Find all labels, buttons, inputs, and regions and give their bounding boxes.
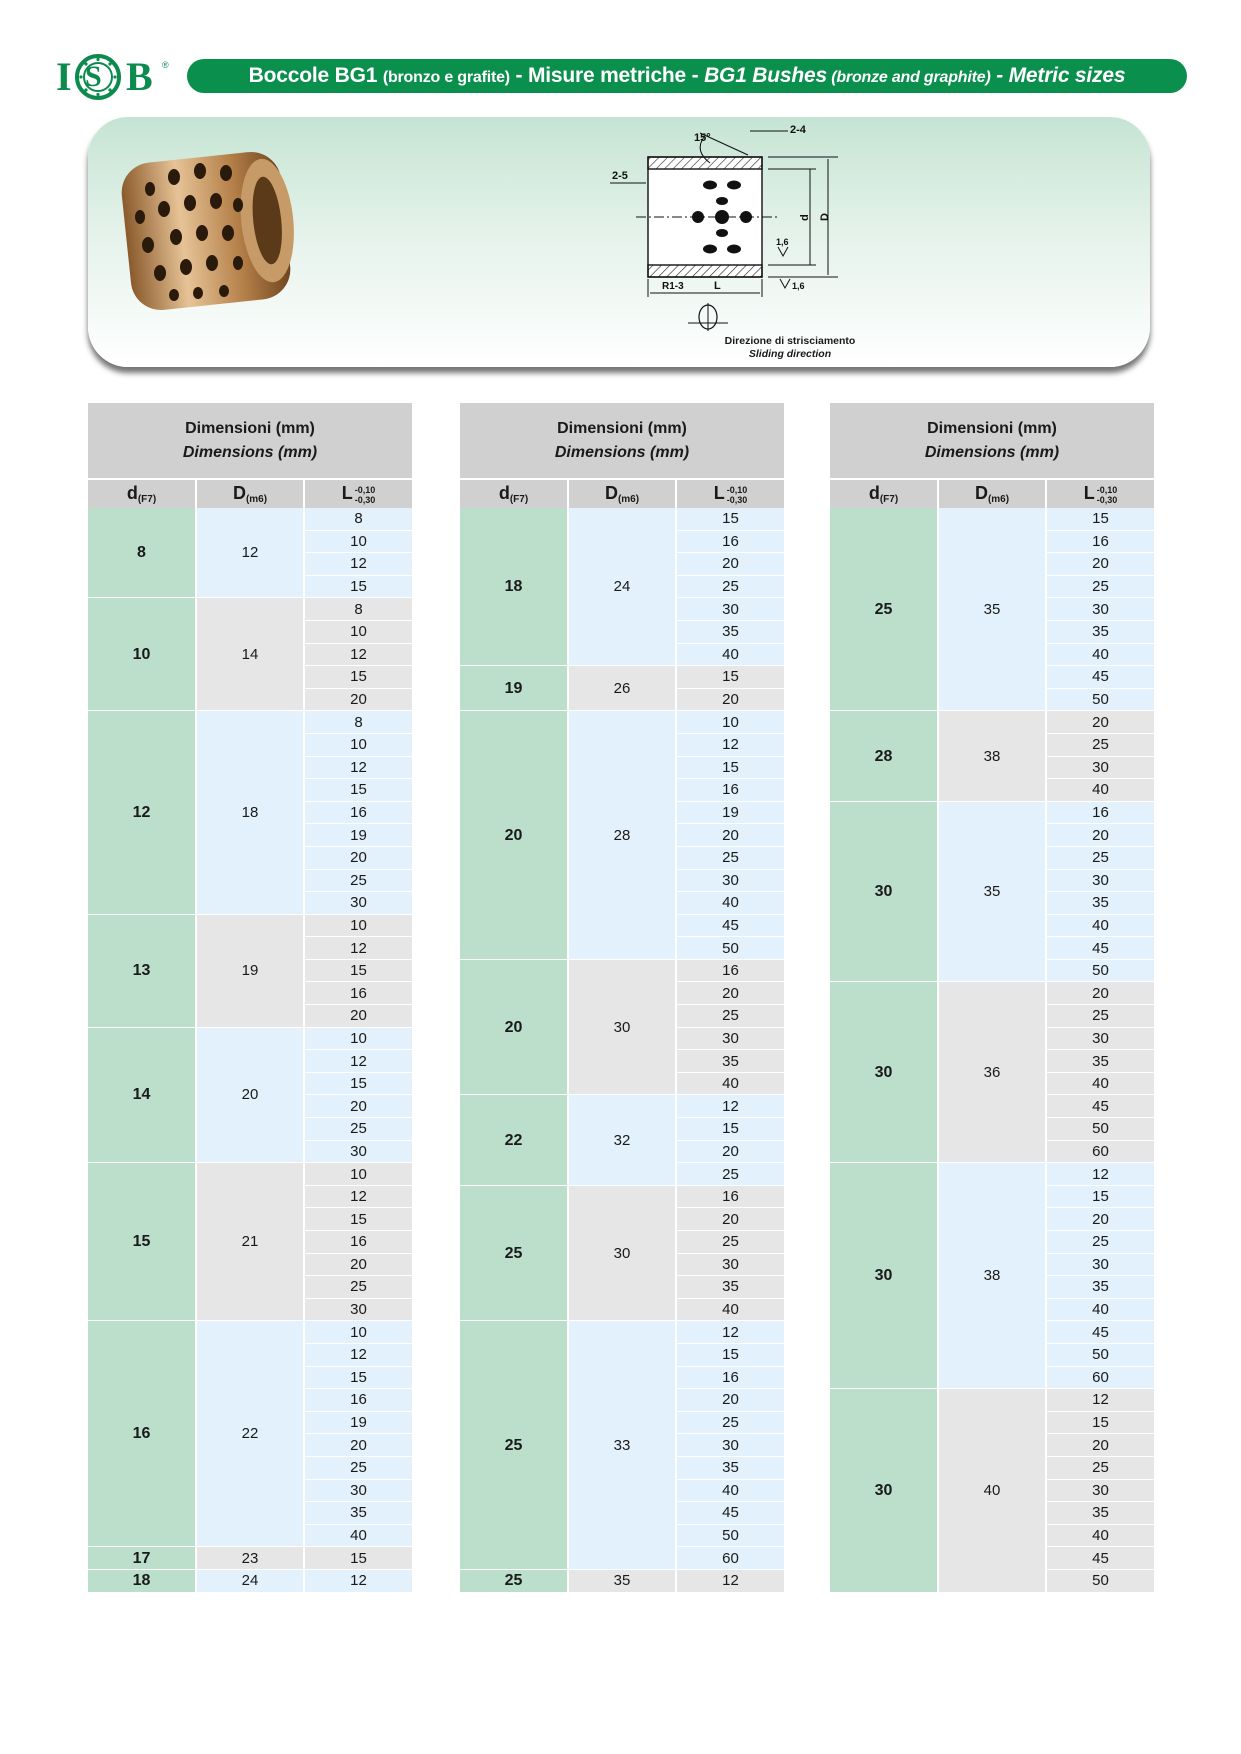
- length-cell: 12: [304, 643, 412, 666]
- product-banner: [88, 117, 1150, 367]
- outer-diameter-cell: 14: [196, 598, 304, 711]
- table-row: [460, 666, 784, 689]
- length-cell: 15: [304, 1547, 412, 1570]
- col-header-L: L -0,10 -0,30: [1046, 479, 1154, 508]
- length-cell: 45: [676, 1502, 784, 1525]
- length-cell: 12: [1046, 1389, 1154, 1412]
- length-cell: 30: [1046, 598, 1154, 621]
- angle-label: 15°: [694, 132, 711, 144]
- outer-diameter-cell: 21: [196, 1163, 304, 1321]
- length-cell: 12: [304, 756, 412, 779]
- length-tolerance: -0,10 -0,30: [354, 484, 376, 505]
- logo-letter-s: S: [85, 60, 102, 93]
- inner-diameter-cell: 28: [830, 711, 938, 801]
- length-cell: 20: [1046, 824, 1154, 847]
- length-cell: 16: [304, 1389, 412, 1412]
- length-cell: 25: [676, 1005, 784, 1028]
- table-row: [830, 982, 1154, 1005]
- length-cell: 20: [676, 1140, 784, 1163]
- header-title-it: Dimensioni (mm): [927, 419, 1057, 437]
- length-cell: 45: [676, 914, 784, 937]
- length-cell: 30: [304, 1479, 412, 1502]
- length-cell: 20: [676, 824, 784, 847]
- table-row: [830, 1163, 1154, 1186]
- outer-diameter-cell: 19: [196, 914, 304, 1027]
- length-cell: 20: [676, 688, 784, 711]
- outer-diameter-cell: 35: [938, 508, 1046, 711]
- length-cell: 16: [304, 1231, 412, 1254]
- sliding-direction-it: Direzione di strisciamento: [724, 335, 856, 347]
- length-cell: 25: [304, 869, 412, 892]
- length-cell: 20: [676, 553, 784, 576]
- inner-diameter-cell: 20: [460, 711, 568, 960]
- table-row: [88, 914, 412, 937]
- roughness-inner-label: 1,6: [776, 237, 789, 247]
- length-cell: 25: [1046, 1231, 1154, 1254]
- inner-diameter-label: d: [799, 214, 811, 221]
- chamfer-top-label: 2-4: [790, 124, 806, 136]
- length-cell: 50: [1046, 959, 1154, 982]
- header-title-it: Dimensioni (mm): [557, 419, 687, 437]
- length-cell: 35: [676, 620, 784, 643]
- outer-diameter-cell: 35: [568, 1569, 676, 1592]
- length-cell: 40: [1046, 1524, 1154, 1547]
- length-cell: 30: [676, 869, 784, 892]
- length-cell: 30: [1046, 869, 1154, 892]
- length-cell: 40: [676, 643, 784, 666]
- length-cell: 25: [304, 1456, 412, 1479]
- header-title-en: Dimensions (mm): [554, 443, 690, 461]
- dimensions-table-3: [830, 403, 1154, 1593]
- table-row: [460, 1569, 784, 1592]
- length-cell: 15: [676, 666, 784, 689]
- length-cell: 20: [1046, 1208, 1154, 1231]
- length-cell: 15: [304, 1072, 412, 1095]
- logo-letter-i: I: [56, 54, 72, 99]
- length-cell: 16: [1046, 530, 1154, 553]
- title-part-3: - Misure metriche -: [509, 64, 705, 87]
- length-cell: 8: [304, 508, 412, 530]
- outer-diameter-cell: 20: [196, 1027, 304, 1163]
- sliding-direction-en: Sliding direction: [748, 348, 832, 360]
- length-cell: 40: [676, 892, 784, 915]
- title-part-1: Boccole BG1: [248, 64, 383, 87]
- inner-diameter-cell: 17: [88, 1547, 196, 1570]
- outer-diameter-cell: 36: [938, 982, 1046, 1163]
- length-cell: 35: [1046, 892, 1154, 915]
- table-row: [460, 1321, 784, 1344]
- table-row: [460, 711, 784, 734]
- table-row: [88, 711, 412, 734]
- length-cell: 16: [676, 959, 784, 982]
- length-cell: 20: [1046, 982, 1154, 1005]
- length-cell: 12: [304, 1569, 412, 1592]
- table-row: [830, 1389, 1154, 1412]
- inner-diameter-cell: 8: [88, 508, 196, 598]
- length-cell: 30: [304, 1140, 412, 1163]
- bush-photo-icon: [119, 149, 300, 313]
- length-cell: 25: [1046, 846, 1154, 869]
- outer-diameter-cell: 24: [568, 508, 676, 666]
- col-header-D: $D_{(m6)}$: [938, 479, 1046, 508]
- length-cell: 25: [1046, 1005, 1154, 1028]
- length-cell: 19: [676, 801, 784, 824]
- table-header: [830, 403, 1154, 479]
- inner-diameter-cell: 10: [88, 598, 196, 711]
- length-cell: 15: [676, 756, 784, 779]
- page-title: [187, 59, 1187, 93]
- length-cell: 45: [1046, 666, 1154, 689]
- table-row: [460, 1185, 784, 1208]
- inner-diameter-cell: 19: [460, 666, 568, 711]
- length-cell: 45: [1046, 1321, 1154, 1344]
- inner-diameter-cell: 30: [830, 1163, 938, 1389]
- inner-diameter-cell: 16: [88, 1321, 196, 1547]
- length-cell: 50: [1046, 688, 1154, 711]
- length-cell: 20: [304, 1434, 412, 1457]
- col-header-L: L -0,10 -0,30: [676, 479, 784, 508]
- length-cell: 12: [676, 1321, 784, 1344]
- length-cell: 20: [1046, 1434, 1154, 1457]
- outer-diameter-cell: 24: [196, 1569, 304, 1592]
- length-cell: 40: [1046, 1072, 1154, 1095]
- table-row: [460, 1095, 784, 1118]
- length-tolerance: -0,10 -0,30: [1096, 484, 1118, 505]
- length-cell: 16: [304, 801, 412, 824]
- length-cell: 30: [676, 1253, 784, 1276]
- length-cell: 50: [1046, 1118, 1154, 1141]
- length-cell: 8: [304, 598, 412, 621]
- length-cell: 16: [676, 1366, 784, 1389]
- length-cell: 50: [676, 1524, 784, 1547]
- table-row: [88, 1163, 412, 1186]
- length-cell: 20: [676, 1389, 784, 1412]
- outer-diameter-cell: 33: [568, 1321, 676, 1570]
- length-cell: 40: [676, 1479, 784, 1502]
- length-cell: 25: [1046, 575, 1154, 598]
- header-title-en: Dimensions (mm): [182, 443, 318, 461]
- length-cell: 12: [304, 553, 412, 576]
- outer-diameter-cell: 22: [196, 1321, 304, 1547]
- inner-diameter-cell: 30: [830, 801, 938, 982]
- length-cell: 10: [304, 733, 412, 756]
- inner-diameter-cell: 25: [460, 1569, 568, 1592]
- inner-diameter-cell: 18: [460, 508, 568, 666]
- length-cell: 10: [676, 711, 784, 734]
- length-cell: 12: [304, 1185, 412, 1208]
- table-row: [460, 959, 784, 982]
- isb-logo: [56, 54, 168, 100]
- inner-diameter-cell: 30: [830, 1389, 938, 1592]
- outer-diameter-cell: 35: [938, 801, 1046, 982]
- length-cell: 40: [676, 1072, 784, 1095]
- title-part-5: (bronze and graphite): [826, 69, 991, 86]
- title-part-4: BG1 Bushes: [704, 64, 827, 87]
- length-cell: 10: [304, 1163, 412, 1186]
- col-header-d: $d_{(F7)}$: [460, 479, 568, 508]
- inner-diameter-cell: 15: [88, 1163, 196, 1321]
- length-cell: 40: [1046, 1298, 1154, 1321]
- logo-letter-b: B: [126, 54, 153, 99]
- length-cell: 12: [676, 1095, 784, 1118]
- table-row: [460, 508, 784, 530]
- length-cell: 25: [304, 1276, 412, 1299]
- length-cell: 16: [676, 779, 784, 802]
- length-cell: 15: [676, 508, 784, 530]
- header-title-it: Dimensioni (mm): [185, 419, 315, 437]
- col-header-D: $D_{(m6)}$: [568, 479, 676, 508]
- length-cell: 35: [1046, 620, 1154, 643]
- outer-diameter-cell: 26: [568, 666, 676, 711]
- length-cell: 35: [304, 1502, 412, 1525]
- outer-diameter-cell: 38: [938, 1163, 1046, 1389]
- length-cell: 35: [676, 1276, 784, 1299]
- length-cell: 45: [1046, 937, 1154, 960]
- length-cell: 40: [1046, 779, 1154, 802]
- dimensions-table-2: [460, 403, 784, 1593]
- length-cell: 19: [304, 824, 412, 847]
- length-cell: 12: [1046, 1163, 1154, 1186]
- length-cell: 40: [1046, 914, 1154, 937]
- length-cell: 20: [304, 1253, 412, 1276]
- roughness-outer-label: 1,6: [792, 281, 805, 291]
- length-cell: 10: [304, 530, 412, 553]
- inner-diameter-cell: 25: [460, 1321, 568, 1570]
- length-cell: 20: [304, 688, 412, 711]
- length-cell: 12: [676, 1569, 784, 1592]
- registered-mark: ®: [162, 60, 169, 70]
- length-cell: 40: [1046, 643, 1154, 666]
- outer-diameter-cell: 12: [196, 508, 304, 598]
- length-cell: 20: [1046, 553, 1154, 576]
- inner-diameter-cell: 25: [460, 1185, 568, 1321]
- length-cell: 45: [1046, 1547, 1154, 1570]
- inner-diameter-cell: 14: [88, 1027, 196, 1163]
- length-cell: 25: [304, 1118, 412, 1141]
- outer-diameter-cell: 32: [568, 1095, 676, 1185]
- length-cell: 35: [1046, 1276, 1154, 1299]
- length-cell: 15: [1046, 508, 1154, 530]
- outer-diameter-cell: 30: [568, 1185, 676, 1321]
- length-cell: 15: [304, 779, 412, 802]
- outer-diameter-cell: 40: [938, 1389, 1046, 1592]
- length-label: L: [714, 280, 721, 292]
- title-part-2: (bronzo e grafite): [382, 69, 510, 86]
- length-cell: 10: [304, 620, 412, 643]
- length-cell: 30: [1046, 1253, 1154, 1276]
- inner-diameter-cell: 22: [460, 1095, 568, 1185]
- outer-diameter-cell: 18: [196, 711, 304, 914]
- length-cell: 25: [1046, 733, 1154, 756]
- length-cell: 45: [1046, 1095, 1154, 1118]
- length-cell: 30: [1046, 1027, 1154, 1050]
- length-cell: 30: [304, 892, 412, 915]
- length-cell: 30: [676, 1434, 784, 1457]
- length-cell: 50: [1046, 1343, 1154, 1366]
- length-cell: 20: [304, 1095, 412, 1118]
- product-illustration: [88, 117, 1150, 367]
- length-cell: 60: [676, 1547, 784, 1570]
- table-row: [830, 508, 1154, 530]
- table-row: [88, 1547, 412, 1570]
- length-cell: 25: [1046, 1456, 1154, 1479]
- inner-diameter-cell: 30: [830, 982, 938, 1163]
- length-cell: 25: [676, 1231, 784, 1254]
- length-tolerance: -0,10 -0,30: [726, 484, 748, 505]
- dimensions-table-1: [88, 403, 412, 1593]
- length-cell: 20: [676, 1208, 784, 1231]
- length-cell: 10: [304, 914, 412, 937]
- inner-diameter-cell: 25: [830, 508, 938, 711]
- table-row: [88, 1569, 412, 1592]
- length-cell: 40: [676, 1298, 784, 1321]
- length-cell: 15: [304, 1366, 412, 1389]
- length-cell: 35: [1046, 1050, 1154, 1073]
- length-cell: 20: [304, 1005, 412, 1028]
- outer-diameter-cell: 38: [938, 711, 1046, 801]
- inner-diameter-cell: 20: [460, 959, 568, 1095]
- length-cell: 12: [676, 733, 784, 756]
- length-cell: 15: [304, 1208, 412, 1231]
- length-cell: 50: [676, 937, 784, 960]
- length-cell: 35: [1046, 1502, 1154, 1525]
- length-cell: 15: [676, 1118, 784, 1141]
- inner-diameter-cell: 12: [88, 711, 196, 914]
- length-cell: 10: [304, 1321, 412, 1344]
- outer-diameter-cell: 23: [196, 1547, 304, 1570]
- length-cell: 16: [676, 530, 784, 553]
- length-cell: 20: [676, 982, 784, 1005]
- table-header: [88, 403, 412, 479]
- length-cell: 60: [1046, 1140, 1154, 1163]
- col-header-L: L -0,10 -0,30: [304, 479, 412, 508]
- length-cell: 25: [676, 1411, 784, 1434]
- length-cell: 15: [304, 575, 412, 598]
- length-cell: 35: [676, 1456, 784, 1479]
- length-cell: 10: [304, 1027, 412, 1050]
- length-cell: 30: [676, 1027, 784, 1050]
- length-cell: 20: [1046, 711, 1154, 734]
- table-header: [460, 403, 784, 479]
- length-cell: 30: [304, 1298, 412, 1321]
- length-cell: 60: [1046, 1366, 1154, 1389]
- col-header-d: $d_{(F7)}$: [830, 479, 938, 508]
- length-cell: 40: [304, 1524, 412, 1547]
- length-cell: 8: [304, 711, 412, 734]
- length-cell: 50: [1046, 1569, 1154, 1592]
- table-row: [88, 598, 412, 621]
- length-cell: 35: [676, 1050, 784, 1073]
- length-cell: 15: [304, 666, 412, 689]
- length-cell: 15: [304, 959, 412, 982]
- table-row: [830, 711, 1154, 734]
- length-cell: 15: [1046, 1185, 1154, 1208]
- outer-diameter-cell: 30: [568, 959, 676, 1095]
- inner-diameter-cell: 18: [88, 1569, 196, 1592]
- chamfer-left-label: 2-5: [612, 170, 628, 182]
- length-cell: 16: [676, 1185, 784, 1208]
- length-cell: 25: [676, 846, 784, 869]
- length-cell: 25: [676, 1163, 784, 1186]
- outer-diameter-label: D: [819, 213, 831, 221]
- length-cell: 16: [304, 982, 412, 1005]
- inner-diameter-cell: 13: [88, 914, 196, 1027]
- length-cell: 25: [676, 575, 784, 598]
- length-cell: 15: [1046, 1411, 1154, 1434]
- header-title-en: Dimensions (mm): [924, 443, 1060, 461]
- length-cell: 12: [304, 1343, 412, 1366]
- length-cell: 20: [304, 846, 412, 869]
- length-cell: 30: [1046, 1479, 1154, 1502]
- col-header-d: $d_{(F7)}$: [88, 479, 196, 508]
- length-cell: 12: [304, 937, 412, 960]
- title-part-6: - Metric sizes: [990, 64, 1126, 87]
- length-cell: 30: [1046, 756, 1154, 779]
- table-row: [830, 801, 1154, 824]
- col-header-D: $D_{(m6)}$: [196, 479, 304, 508]
- length-cell: 15: [676, 1343, 784, 1366]
- length-cell: 12: [304, 1050, 412, 1073]
- length-cell: 16: [1046, 801, 1154, 824]
- outer-diameter-cell: 28: [568, 711, 676, 960]
- length-cell: 30: [676, 598, 784, 621]
- length-cell: 19: [304, 1411, 412, 1434]
- radius-label: R1-3: [662, 281, 684, 292]
- table-row: [88, 1321, 412, 1344]
- table-row: [88, 508, 412, 530]
- table-row: [88, 1027, 412, 1050]
